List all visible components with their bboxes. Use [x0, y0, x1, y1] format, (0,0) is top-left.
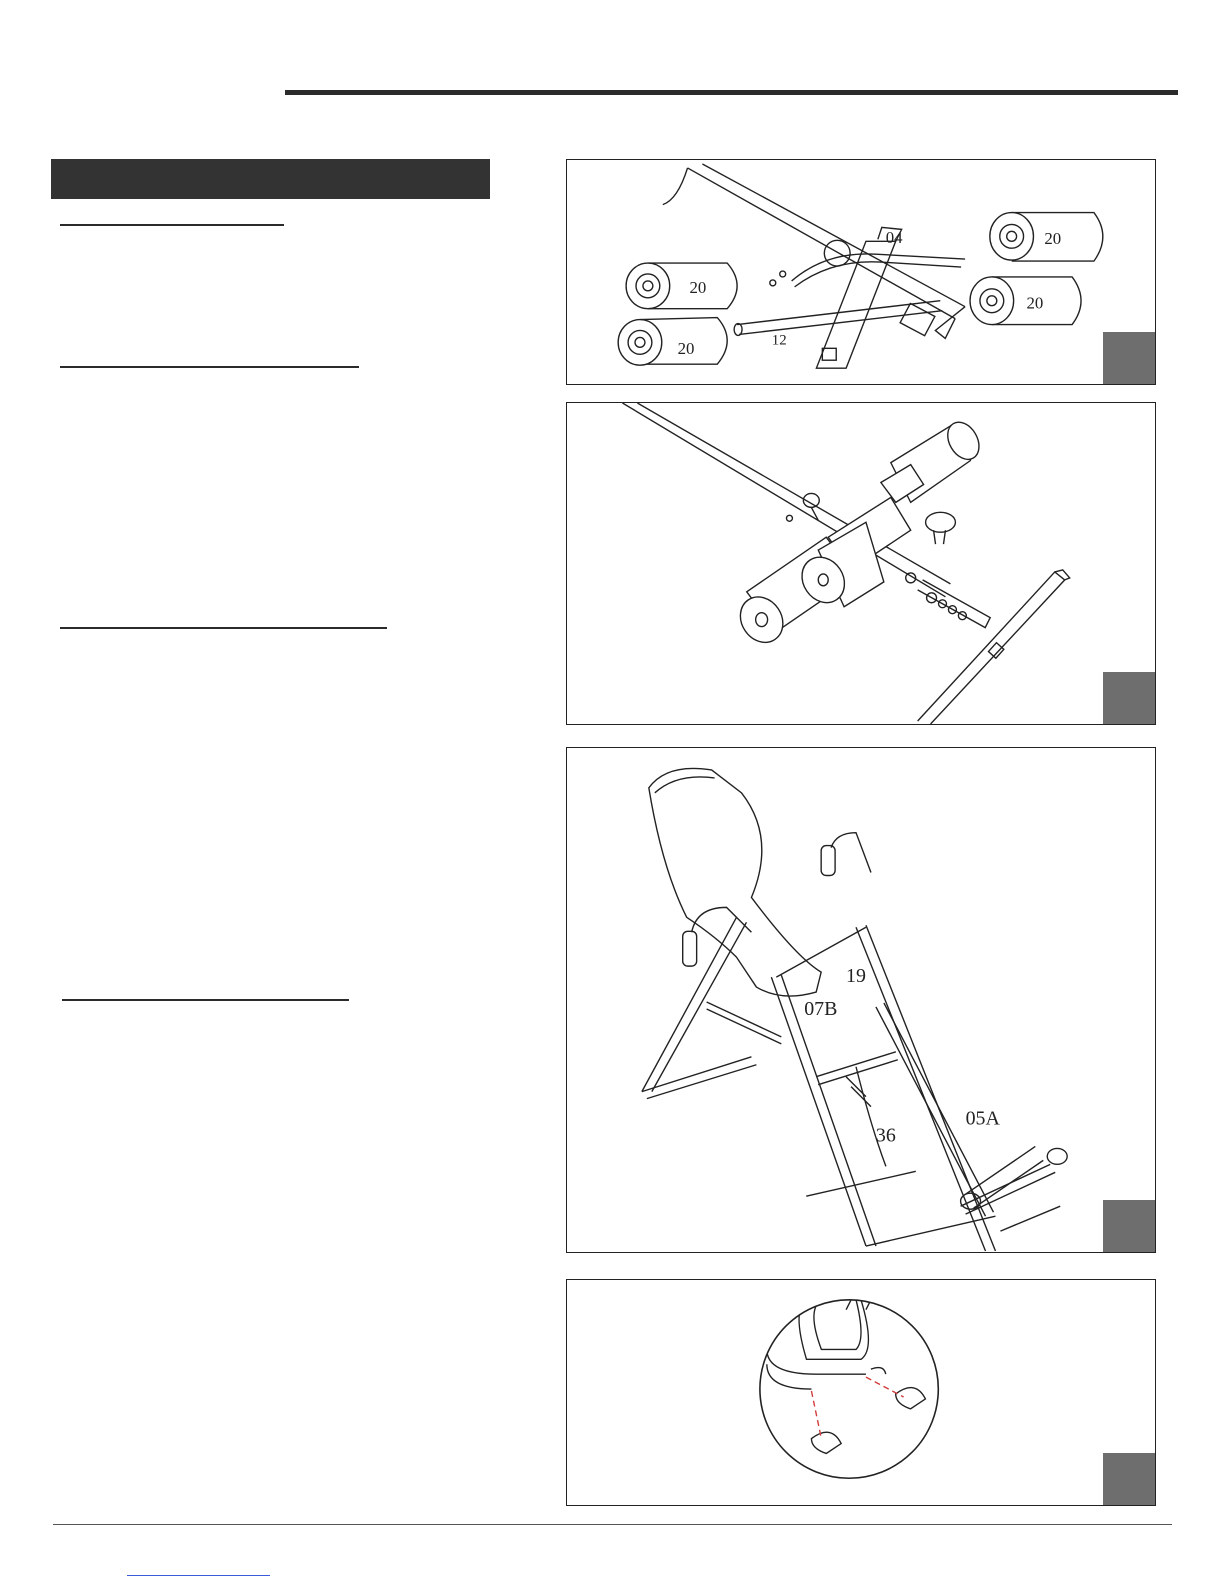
figure-1-foam-rollers	[566, 159, 1156, 385]
fig1-label-20-c: 20	[1044, 229, 1062, 249]
fig1-label-20-b: 20	[677, 339, 695, 359]
fig1-label-20-a: 20	[689, 277, 707, 297]
figure-number-tab	[1103, 332, 1155, 384]
step-1-underline	[60, 224, 284, 226]
fig3-label-36: 36	[875, 1124, 896, 1147]
fig1-label-12: 12	[771, 332, 787, 349]
section-header-bar	[51, 159, 490, 199]
footer-rule	[53, 1524, 1172, 1525]
fig1-label-20-d: 20	[1026, 293, 1044, 313]
fig3-label-19: 19	[846, 965, 866, 988]
step-4-underline	[62, 999, 349, 1001]
step-2-underline	[60, 366, 359, 368]
footer-link-underline[interactable]	[127, 1575, 270, 1576]
figure-4-detail-view	[566, 1279, 1156, 1506]
figure-3-inversion-table	[566, 747, 1156, 1253]
figure-2-leg-holder	[566, 402, 1156, 725]
figure-number-tab	[1103, 672, 1155, 724]
fig3-label-05A: 05A	[965, 1107, 1000, 1130]
header-rule	[285, 90, 1178, 95]
figure-4-drawing	[567, 1280, 1155, 1505]
figure-2-drawing	[567, 403, 1155, 724]
fig1-label-04: 04	[885, 228, 903, 248]
figure-number-tab	[1103, 1200, 1155, 1252]
fig3-label-07B: 07B	[804, 997, 838, 1020]
figure-3-drawing	[567, 748, 1155, 1252]
figure-1-drawing	[567, 160, 1155, 384]
step-3-underline	[60, 627, 387, 629]
figure-number-tab	[1103, 1453, 1155, 1505]
